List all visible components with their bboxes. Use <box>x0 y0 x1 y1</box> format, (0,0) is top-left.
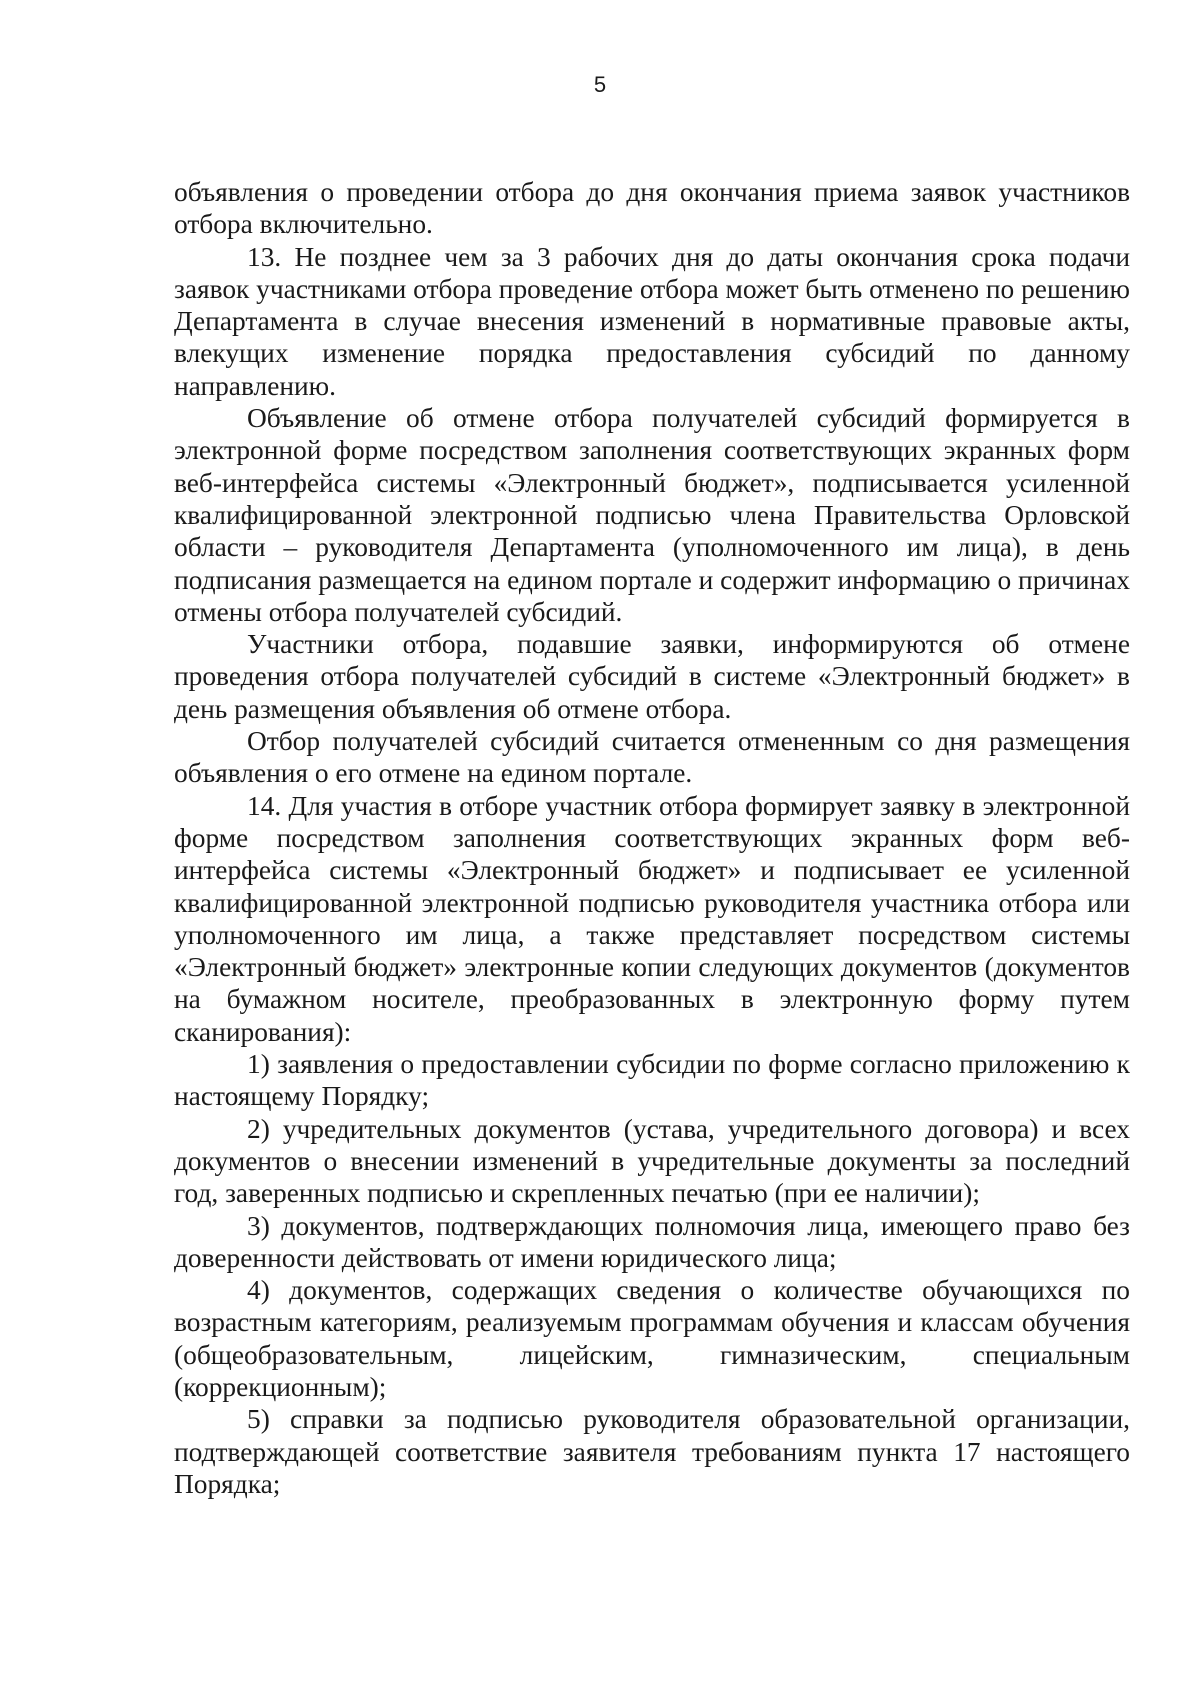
document-body <box>174 176 1130 1500</box>
list-item-3: 3) документов, подтверждающих полномочия лица, имеющего право без доверенности действовать от имени юридического лица; <box>174 1210 1130 1273</box>
paragraph-selection-cancelled: Отбор получателей субсидий считается отмененным со дня размещения объявления о его отмене на едином портале. <box>174 726 1130 789</box>
list-item-2: 2) учредительных документов (устава, учредительного договора) и всех документов о внесении изменений в учредительные документы за последний год, заверенных подписью и скрепленных печатью (при ее наличии); <box>174 1113 1130 1209</box>
list-item-4: 4) документов, содержащих сведения о количестве обучающихся по возрастным категориям, реализуемым программам обучения и классам обучения (общеобразовательным, лицейским, гимназическим, специальным (коррекционным); <box>174 1275 1130 1402</box>
paragraph-participants-informed: Участники отбора, подавшие заявки, информируются об отмене проведения отбора получателей субсидий в системе «Электронный бюджет» в день размещения объявления об отмене отбора. <box>174 629 1130 724</box>
paragraph-cancellation-notice: Объявление об отмене отбора получателей субсидий формируется в электронной форме посредством заполнения соответствующих экранных форм веб-интерфейса системы «Электронный бюджет», подписывается усиленной квалифицированной электронной подписью члена Правительства Орловской области – руководителя Департамента (уполномоченного им лица), в день подписания размещается на едином портале и содержит информацию о причинах отмены отбора получателей субсидий. <box>174 403 1130 627</box>
paragraph-item-13: 13. Не позднее чем за 3 рабочих дня до даты окончания срока подачи заявок участниками отбора проведение отбора может быть отменено по решению Департамента в случае внесения изменений в нормативные правовые акты, влекущих изменение порядка предоставления субсидий по данному направлению. <box>174 241 1130 401</box>
page-number: 5 <box>593 72 607 97</box>
list-item-1: 1) заявления о предоставлении субсидии по форме согласно приложению к настоящему Порядку; <box>174 1049 1130 1112</box>
paragraph-continuation: объявления о проведении отбора до дня окончания приема заявок участников отбора включительно. <box>174 177 1130 240</box>
paragraph-item-14: 14. Для участия в отборе участник отбора формирует заявку в электронной форме посредством заполнения соответствующих экранных форм веб-интерфейса системы «Электронный бюджет» и подписывает ее усиленной квалифицированной электронной подписью руководителя участника отбора или уполномоченного им лица, а также представляет посредством системы «Электронный бюджет» электронные копии следующих документов (документов на бумажном носителе, преобразованных в электронную форму путем сканирования): <box>174 790 1130 1047</box>
list-item-5: 5) справки за подписью руководителя образовательной организации, подтверждающей соответствие заявителя требованиям пункта 17 настоящего Порядка; <box>174 1404 1130 1499</box>
